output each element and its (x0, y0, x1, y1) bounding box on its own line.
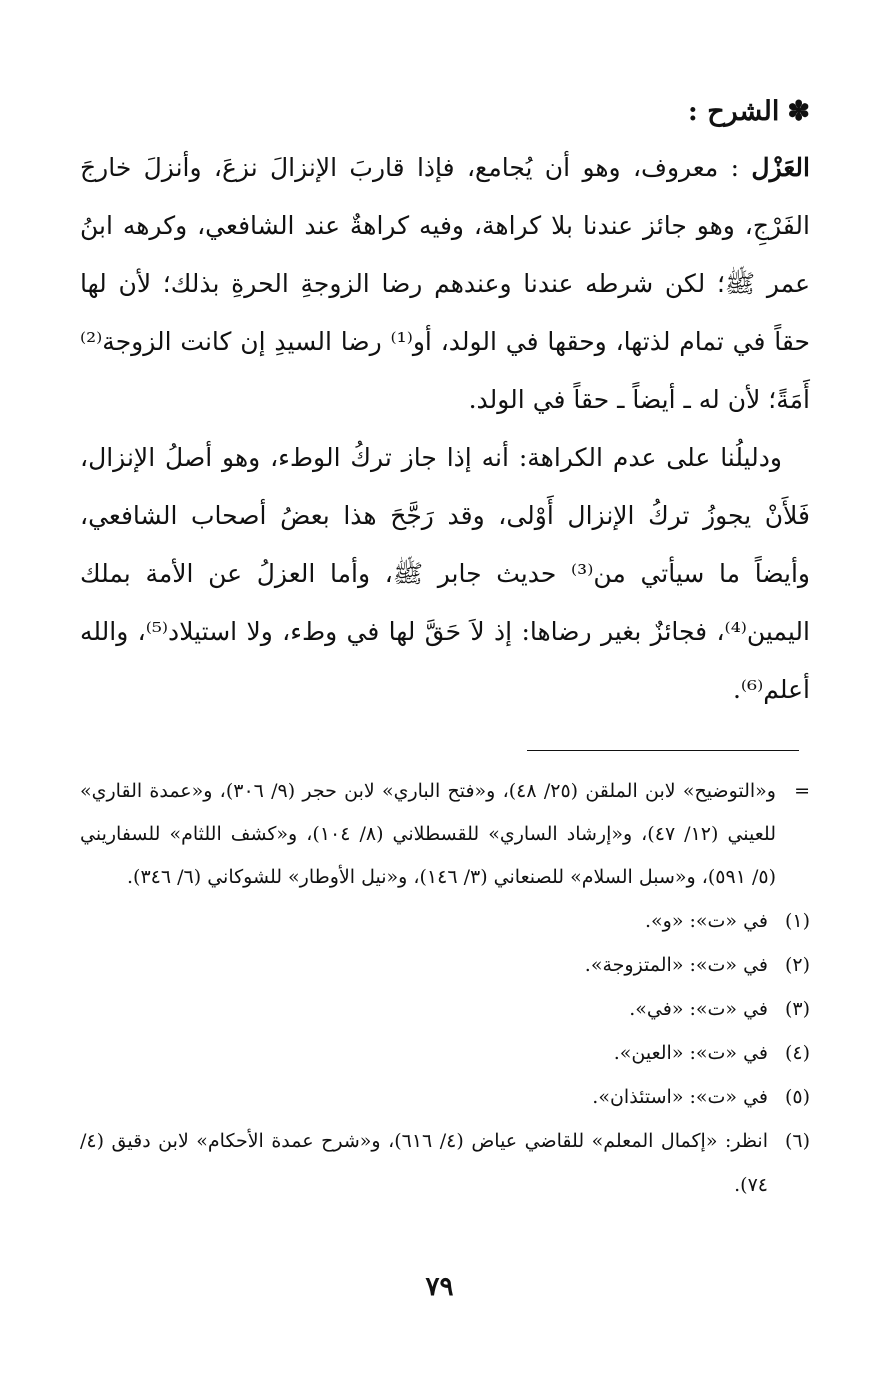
footnote-divider (527, 750, 799, 751)
main-text (80, 96, 810, 719)
paragraph-text: : معروف، وهو أن يُجامع، فإذا قاربَ الإنزالَ نزعَ، وأنزلَ خارجَ الفَرْجِ، وهو جائز عندنا بلا كراهة، وفيه كراهةٌ عند الشافعي، وكرهه ابنُ عمر ﷺ؛ لكن شرطه عندنا وعندهم رضا الزوجةِ الحرةِ بذلك؛ لأن لها حقاً في تمام لذتها، وحقها في الولد، أو⁽¹⁾ رضا السيدِ إن كانت الزوجة⁽²⁾ أَمَةً؛ لأن له ـ أيضاً ـ حقاً في الولد. (80, 153, 810, 414)
footnote-item (80, 943, 810, 987)
footnote-number: (٥) (784, 1086, 810, 1108)
footnote-item (80, 899, 810, 943)
paragraph-text: ودليلُنا على عدم الكراهة: أنه إذا جاز تركُ الوطء، وهو أصلُ الإنزال، فَلأَنْ يجوزُ تركُ الإنزال أَوْلى، وقد رَجَّحَ هذا بعضُ أصحاب الشافعي، وأيضاً ما سيأتي من⁽³⁾ حديث جابر ﷺ، وأما العزلُ عن الأمة بملك اليمين⁽⁴⁾، فجائزٌ بغير رضاها: إذ لاَ حَقَّ لها في وطء، ولا استيلاد⁽⁵⁾، والله أعلم⁽⁶⁾. (80, 443, 811, 704)
footnote-text: في «ت»: «استئذان». (592, 1086, 768, 1108)
footnote-text: انظر: «إكمال المعلم» للقاضي عياض (٤/ ٦١٦)، و«شرح عمدة الأحكام» لابن دقيق (٤/ ٧٤). (80, 1130, 768, 1196)
footnote-item (80, 1119, 810, 1207)
footnotes (80, 770, 810, 1207)
footnote-item (80, 987, 810, 1031)
footnote-text: في «ت»: «المتزوجة». (584, 954, 768, 976)
section-heading-label: الشرح : (687, 96, 780, 127)
paragraph-lead-term: العَزْل (751, 153, 810, 182)
footnote-number: (٢) (784, 954, 810, 976)
footnote-number: (٤) (784, 1042, 810, 1064)
footnote-continuation (80, 770, 810, 899)
footnote-item (80, 1031, 810, 1075)
continuation-mark: = (794, 780, 810, 802)
asterisk-icon: ✽ (787, 96, 810, 127)
footnote-text: في «ت»: «و». (645, 910, 768, 932)
footnote-number: (٦) (784, 1130, 810, 1152)
footnote-text: في «ت»: «العين». (613, 1042, 768, 1064)
section-heading (80, 96, 810, 127)
page-number: ٧٩ (425, 1272, 454, 1302)
paragraph-2 (80, 429, 810, 719)
footnote-number: (١) (784, 910, 810, 932)
continuation-text: و«التوضيح» لابن الملقن (٢٥/ ٤٨)، و«فتح الباري» لابن حجر (٩/ ٣٠٦)، و«عمدة القاري» للعيني (١٢/ ٤٧)، و«إرشاد الساري» للقسطلاني (٨/ ١٠٤)، و«كشف اللثام» للسفاريني (٥/ ٥٩١)، و«سبل السلام» للصنعاني (٣/ ١٤٦)، و«نيل الأوطار» للشوكاني (٦/ ٣٤٦). (80, 780, 776, 888)
paragraph-1 (80, 139, 810, 429)
footnote-item (80, 1075, 810, 1119)
footnote-number: (٣) (784, 998, 810, 1020)
footnote-text: في «ت»: «في». (629, 998, 768, 1020)
